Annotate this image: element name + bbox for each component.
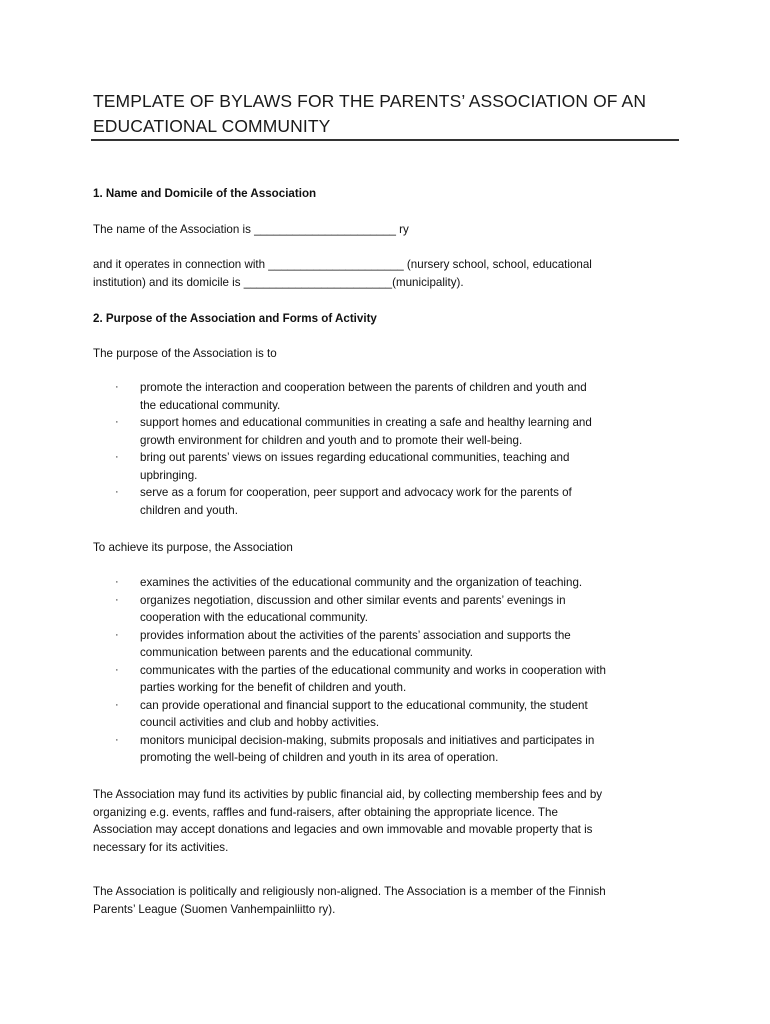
list-item	[93, 732, 683, 767]
list-item	[93, 697, 683, 732]
list-item-line: children and youth.	[140, 503, 238, 517]
list-item	[93, 627, 683, 662]
purpose-list	[93, 379, 683, 519]
bullet-icon: ·	[115, 486, 119, 498]
list-item-line: parties working for the benefit of children and youth.	[140, 681, 407, 694]
funding-line: Association may accept donations and legacies and own immovable and movable property that is	[93, 823, 593, 836]
operates-line-1: and it operates in connection with _____________________ (nursery school, school, educational	[93, 258, 592, 271]
funding-paragraph	[93, 786, 683, 856]
list-item-line: examines the activities of the educational community and the organization of teaching.	[140, 576, 583, 589]
section-1-heading: 1. Name and Domicile of the Association	[93, 187, 317, 200]
achieve-intro: To achieve its purpose, the Association	[93, 541, 293, 554]
list-item-line: promoting the well-being of children and youth in its area of operation.	[140, 751, 499, 764]
section-2-heading: 2. Purpose of the Association and Forms of Activity	[93, 312, 377, 325]
bullet-icon: ·	[115, 593, 119, 606]
funding-line: necessary for its activities.	[93, 840, 229, 854]
association-name-line: The name of the Association is ______________________ ry	[93, 223, 409, 236]
list-item-line: upbringing.	[140, 468, 198, 482]
title-line-2: EDUCATIONAL COMMUNITY	[93, 116, 331, 136]
list-item-line: serve as a forum for cooperation, peer support and advocacy work for the parents of	[140, 486, 572, 499]
purpose-intro: The purpose of the Association is to	[93, 347, 277, 360]
bullet-icon: ·	[115, 416, 119, 428]
list-item	[93, 574, 683, 592]
list-item-line: growth environment for children and youth and to promote their well-being.	[140, 433, 523, 447]
operates-in-connection-paragraph	[93, 256, 683, 291]
list-item-line: the educational community.	[140, 398, 281, 412]
list-item	[93, 414, 683, 449]
list-item-line: can provide operational and financial support to the educational community, the student	[140, 698, 588, 712]
list-item	[93, 449, 683, 484]
funding-line: organizing e.g. events, raffles and fund-raisers, after obtaining the appropriate licence. The	[93, 805, 558, 819]
list-item-line: cooperation with the educational community.	[140, 611, 368, 624]
bullet-icon: ·	[115, 451, 119, 463]
political-line: The Association is politically and religiously non-aligned. The Association is a member of the Finnish	[93, 885, 606, 898]
bullet-icon: ·	[115, 381, 119, 393]
list-item-line: provides information about the activities of the parents’ association and supports the	[140, 628, 571, 642]
bullet-icon: ·	[115, 628, 119, 641]
bullet-icon: ·	[115, 698, 119, 711]
funding-line: The Association may fund its activities by public financial aid, by collecting membership fees and by	[93, 788, 603, 801]
political-paragraph	[93, 883, 683, 918]
achieve-list	[93, 574, 683, 767]
bullet-icon: ·	[115, 576, 119, 588]
list-item	[93, 592, 683, 627]
list-item-line: council activities and club and hobby activities.	[140, 716, 380, 729]
operates-line-2: institution) and its domicile is _______________________(municipality).	[93, 275, 464, 289]
political-line: Parents’ League (Suomen Vanhempainliitto ry).	[93, 902, 336, 916]
list-item-line: support homes and educational communities in creating a safe and healthy learning and	[140, 416, 592, 429]
bullet-icon: ·	[115, 663, 119, 676]
list-item	[93, 484, 683, 519]
list-item-line: communicates with the parties of the educational community and works in cooperation with	[140, 663, 606, 677]
list-item	[93, 662, 683, 697]
list-item-line: organizes negotiation, discussion and other similar events and parents’ evenings in	[140, 593, 566, 607]
bullet-icon: ·	[115, 733, 119, 746]
list-item-line: monitors municipal decision-making, submits proposals and initiatives and participates in	[140, 733, 595, 747]
title-underline-divider	[91, 139, 679, 141]
list-item	[93, 379, 683, 414]
list-item-line: promote the interaction and cooperation between the parents of children and youth and	[140, 381, 587, 394]
list-item-line: bring out parents’ views on issues regarding educational communities, teaching and	[140, 451, 570, 464]
title-line-1: TEMPLATE OF BYLAWS FOR THE PARENTS’ ASSOCIATION OF AN	[93, 91, 647, 111]
list-item-line: communication between parents and the educational community.	[140, 646, 473, 659]
document-title	[93, 89, 683, 139]
